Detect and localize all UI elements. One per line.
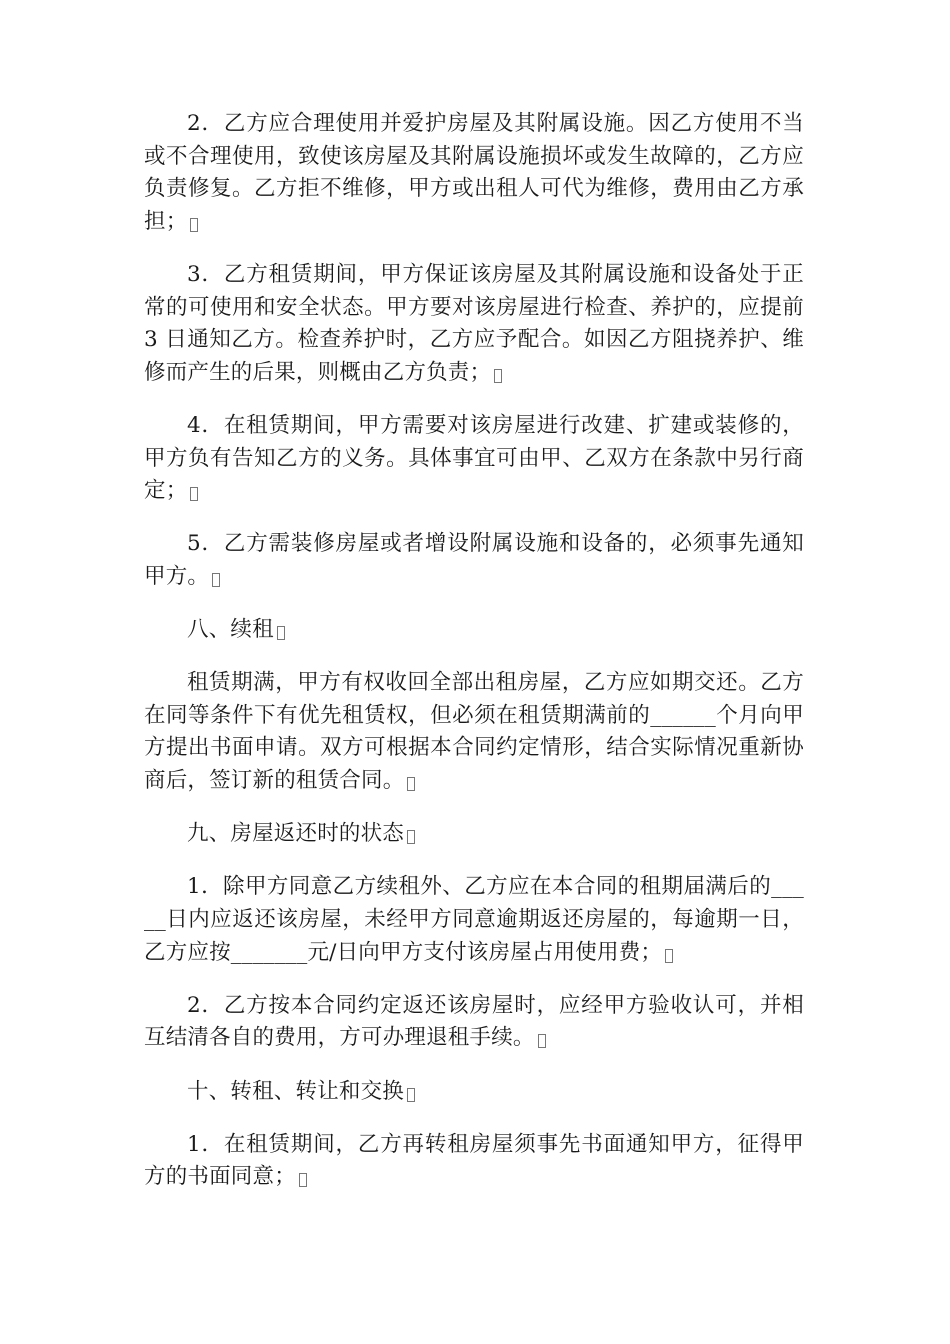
section-heading-sublease: [144, 1076, 804, 1109]
paragraph-text: 3．乙方租赁期间，甲方保证该房屋及其附属设施和设备处于正常的可使用和安全状态。甲方要对该房屋进行检查、养护的，应提前 3 日通知乙方。检查养护时，乙方应予配合。如因乙方阻挠养护、维修而产生的后果，则概由乙方负责；: [144, 261, 804, 385]
paragraph-end-mark-icon: [299, 1173, 307, 1187]
paragraph-clause-7-2: [144, 108, 804, 238]
paragraph-text: 2．乙方应合理使用并爱护房屋及其附属设施。因乙方使用不当或不合理使用，致使该房屋及其附属设施损坏或发生故障的，乙方应负责修复。乙方拒不维修，甲方或出租人可代为维修，费用由乙方承担；: [144, 111, 804, 234]
paragraph-end-mark-icon: [538, 1034, 546, 1048]
paragraph-text: 2．乙方按本合同约定返还该房屋时，应经甲方验收认可，并相互结清各自的费用，方可办理退租手续。: [144, 992, 804, 1051]
paragraph-clause-7-3: [144, 259, 804, 389]
paragraph-text: 5．乙方需装修房屋或者增设附属设施和设备的，必须事先通知甲方。: [144, 531, 804, 589]
paragraph-end-mark-icon: [665, 949, 673, 963]
paragraph-clause-7-5: [144, 528, 804, 593]
paragraph-end-mark-icon: [494, 369, 502, 383]
paragraph-end-mark-icon: [190, 487, 198, 501]
paragraph-end-mark-icon: [277, 626, 285, 640]
paragraph-text: 1．除甲方同意乙方续租外、乙方应在本合同的租期届满后的_____日内应返还该房屋，未经甲方同意逾期返还房屋的，每逾期一日，乙方应按_______元/日向甲方支付该房屋占用使用费；: [144, 874, 804, 965]
paragraph-end-mark-icon: [212, 573, 220, 587]
paragraph-clause-10-1: [144, 1129, 804, 1194]
paragraph-clause-9-1: [144, 871, 804, 969]
paragraph-clause-9-2: [144, 990, 804, 1055]
section-heading-return-condition: [144, 818, 804, 851]
paragraph-renewal-body: [144, 667, 804, 797]
heading-text: 十、转租、转让和交换: [187, 1078, 405, 1104]
section-heading-renewal: [144, 614, 804, 647]
paragraph-end-mark-icon: [407, 1088, 415, 1102]
paragraph-end-mark-icon: [190, 218, 198, 232]
paragraph-clause-7-4: [144, 410, 804, 508]
paragraph-end-mark-icon: [407, 830, 415, 844]
heading-text: 九、房屋返还时的状态: [187, 821, 405, 847]
heading-text: 八、续租: [187, 617, 274, 643]
paragraph-end-mark-icon: [407, 777, 415, 791]
paragraph-text: 1．在租赁期间，乙方再转租房屋须事先书面通知甲方，征得甲方的书面同意；: [144, 1131, 804, 1190]
paragraph-text: 租赁期满，甲方有权收回全部出租房屋，乙方应如期交还。乙方在同等条件下有优先租赁权，但必须在租赁期满前的______个月向甲方提出书面申请。双方可根据本合同约定情形，结合实际情况重新协商后，签订新的租赁合同。: [144, 670, 804, 794]
paragraph-text: 4．在租赁期间，甲方需要对该房屋进行改建、扩建或装修的，甲方负有告知乙方的义务。具体事宜可由甲、乙双方在条款中另行商定；: [144, 412, 804, 504]
document-body: [144, 108, 804, 1215]
